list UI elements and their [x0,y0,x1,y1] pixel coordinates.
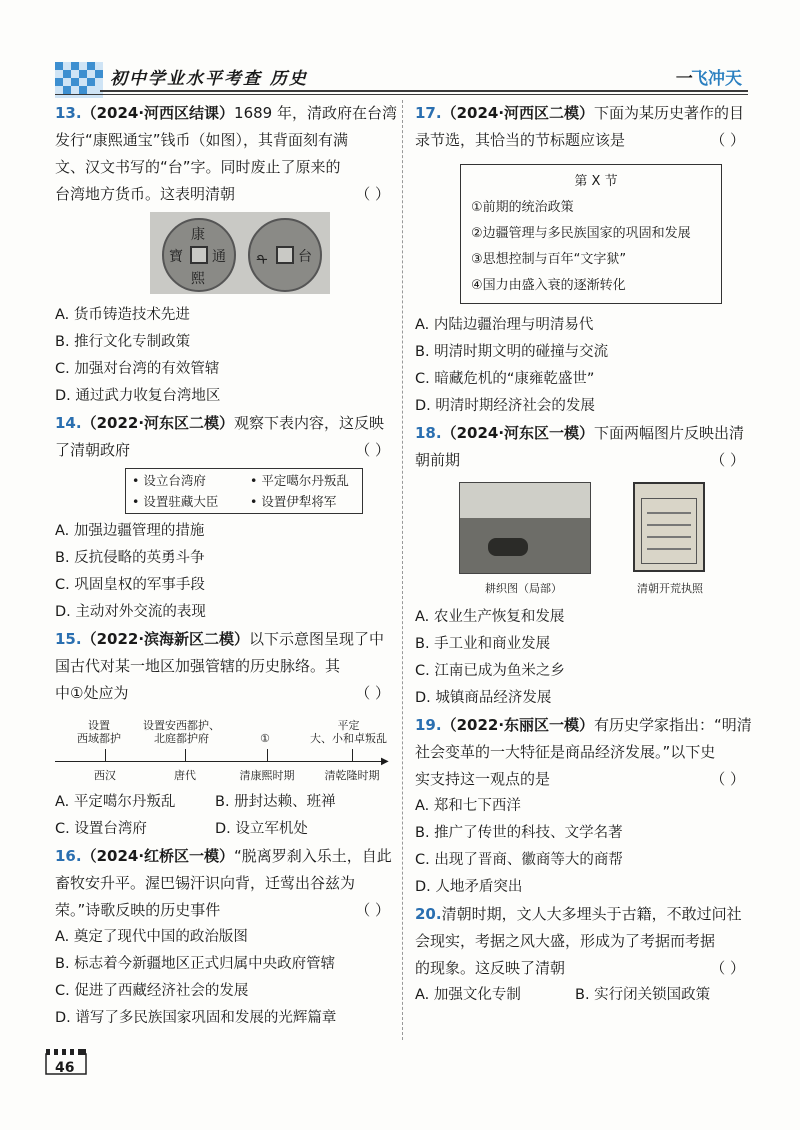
question-16 [55,843,390,1032]
option-b[interactable]: B. 实行闭关锁国政策 [575,987,711,1003]
option-d[interactable]: D. 人地矛盾突出 [415,879,523,895]
question-text: 发行“康熙通宝”钱币（如图），其背面刻有满 [55,131,349,149]
timeline-event-blank: ① [260,732,270,745]
coin-char: 熙 [191,271,205,287]
page-number: 46 [55,1060,75,1076]
page-header [0,0,800,100]
question-source: （2022·滨海新区二模） [81,630,250,648]
question-text: “脱离罗刹入乐土，自此 [234,847,392,865]
column-divider [402,100,403,1040]
timeline-axis [55,761,385,762]
option-c[interactable]: C. 江南已成为鱼米之乡 [415,663,565,679]
question-source: （2024·河西区结课） [81,104,235,122]
question-17 [415,100,745,420]
question-text: 中①处应为 [55,684,129,702]
answer-blank[interactable]: （ ） [710,959,745,977]
answer-blank[interactable]: （ ） [710,131,745,149]
question-number: 14. [55,414,82,432]
option-c[interactable]: C. 出现了晋商、徽商等大的商帮 [415,852,623,868]
option-a[interactable]: A. 内陆边疆治理与明清易代 [415,317,594,333]
question-number: 17. [415,104,442,122]
question-18 [415,420,745,712]
option-d[interactable]: D. 通过武力收复台湾地区 [55,388,221,404]
question-text: 清朝时期，文人大多埋头于古籍，不敢过问社 [441,905,742,923]
option-c[interactable]: C. 促进了西藏经济社会的发展 [55,983,249,999]
checker-decoration-icon [55,62,103,98]
question-text: 国古代对某一地区加强管辖的历史脉络。其 [55,657,341,675]
question-text: 朝前期 [415,451,461,469]
question-text: 下面为某历史著作的目 [594,104,745,122]
timeline-period: 清乾隆时期 [324,769,380,782]
question-text: 台湾地方货币。这表明清朝 [55,185,236,203]
option-a[interactable]: A. 平定噶尔丹叛乱 [55,794,176,810]
image-caption: 清朝开荒执照 [637,582,703,595]
question-text: 有历史学家指出：“明清 [594,716,752,734]
question-source: （2024·河西区二模） [441,104,595,122]
answer-blank[interactable]: （ ） [355,684,390,702]
option-b[interactable]: B. 册封达赖、班禅 [215,794,336,810]
toc-item: ②边疆管理与多民族国家的巩固和发展 [471,226,691,241]
timeline-event: 设置安西都护、 北庭都护府 [143,719,220,745]
option-b[interactable]: B. 推广了传世的科技、文学名著 [415,825,623,841]
ox-icon [488,538,528,556]
option-d[interactable]: D. 主动对外交流的表现 [55,604,206,620]
question-text: 文、汉文书写的“台”字。同时废止了原来的 [55,158,341,176]
coin-char: ᡨ [256,253,268,269]
question-number: 19. [415,716,442,734]
option-c[interactable]: C. 巩固皇权的军事手段 [55,577,205,593]
question-text: 以下示意图呈现了中 [249,630,385,648]
question-images [415,482,745,600]
option-c[interactable]: C. 加强对台湾的有效管辖 [55,361,220,377]
option-a[interactable]: A. 加强边疆管理的措施 [55,523,205,539]
left-column [55,100,397,1032]
timeline-diagram [55,709,390,789]
question-source: （2022·东丽区一模） [441,716,595,734]
option-d[interactable]: D. 谱写了多民族国家巩固和发展的光辉篇章 [55,1010,337,1026]
question-source: （2024·河东区一模） [441,424,595,442]
logo-part1: 一 [674,69,691,89]
question-number: 20. [415,905,442,923]
coin-image [150,212,330,294]
question-text: 观察下表内容，这反映 [234,414,385,432]
question-source: （2022·河东区二模） [81,414,235,432]
option-a[interactable]: A. 郑和七下西洋 [415,798,521,814]
question-text: 社会变革的一大特征是商品经济发展。”以下史 [415,743,716,761]
question-14 [55,410,390,626]
table-cell: • 设立台湾府 [132,473,206,488]
toc-item: ①前期的统治政策 [471,200,574,215]
option-b[interactable]: B. 反抗侵略的英勇斗争 [55,550,205,566]
question-number: 13. [55,104,82,122]
answer-blank[interactable]: （ ） [710,770,745,788]
question-number: 15. [55,630,82,648]
section-title: 第 X 节 [574,174,618,189]
question-number: 16. [55,847,82,865]
table-cell: • 设置伊犁将军 [250,494,337,509]
land-reclamation-license-image [633,482,705,572]
timeline-period: 唐代 [174,769,196,782]
timeline-period: 清康熙时期 [239,769,295,782]
question-text: 会现实，考据之风大盛，形成为了考据而考据 [415,932,716,950]
option-b[interactable]: B. 明清时期文明的碰撞与交流 [415,344,609,360]
question-source: （2024·红桥区一模） [81,847,235,865]
question-text: 了清朝政府 [55,441,131,459]
option-c[interactable]: C. 暗藏危机的“康雍乾盛世” [415,371,595,387]
option-a[interactable]: A. 货币铸造技术先进 [55,307,190,323]
question-text: 1689 年，清政府在台湾 [234,104,397,122]
table-cell: • 平定噶尔丹叛乱 [250,473,349,488]
question-text: 的现象。这反映了清朝 [415,959,566,977]
option-a[interactable]: A. 加强文化专制 [415,987,521,1003]
option-b[interactable]: B. 标志着今新疆地区正式归属中央政府管辖 [55,956,336,972]
option-d[interactable]: D. 设立军机处 [215,821,308,837]
question-text: 畜牧安升平。渥巴锡汗识向背，迁莺出谷兹为 [55,874,356,892]
logo-part2: 飞冲天 [691,69,742,89]
answer-blank[interactable]: （ ） [355,441,390,459]
toc-item: ③思想控制与百年“文字狱” [471,252,627,267]
question-15 [55,626,390,843]
image-caption: 耕织图（局部） [485,582,562,595]
question-number: 18. [415,424,442,442]
header-title: 初中学业水平考查 历史 [110,69,308,89]
question-text: 荣。”诗歌反映的历史事件 [55,901,221,919]
question-19 [415,712,752,901]
timeline-period: 西汉 [94,769,116,782]
answer-blank[interactable]: （ ） [710,451,745,469]
option-d[interactable]: D. 城镇商品经济发展 [415,690,552,706]
table-cell: • 设置驻藏大臣 [132,494,219,509]
brand-logo [674,64,742,89]
timeline-event: 设置 西域都护 [77,719,121,745]
measures-table [125,468,363,514]
option-b[interactable]: B. 推行文化专制政策 [55,334,191,350]
question-text: 录节选，其恰当的节标题应该是 [415,131,626,149]
question-text: 下面两幅图片反映出清 [594,424,745,442]
answer-blank[interactable]: （ ） [355,185,390,203]
arrow-right-icon: ▶ [381,756,389,767]
answer-blank[interactable]: （ ） [355,901,390,919]
option-c[interactable]: C. 设置台湾府 [55,821,147,837]
right-column [415,100,752,1009]
option-a[interactable]: A. 奠定了现代中国的政治版图 [55,929,248,945]
table-of-contents-box [460,164,722,304]
question-20 [415,901,745,1009]
toc-item: ④国力由盛入衰的逐渐转化 [471,278,626,293]
coin-char: 康 [191,227,205,243]
option-b[interactable]: B. 手工业和商业发展 [415,636,551,652]
question-text: 实支持这一观点的是 [415,770,551,788]
coin-char: 台 [298,249,312,265]
option-a[interactable]: A. 农业生产恢复和发展 [415,609,565,625]
question-13 [55,100,397,410]
option-d[interactable]: D. 明清时期经济社会的发展 [415,398,595,414]
coin-char: 寶 [169,249,183,265]
coin-front-icon [162,218,236,292]
timeline-event: 平定 大、小和卓叛乱 [310,719,387,745]
coin-char: 通 [212,249,226,265]
farming-painting-image [459,482,591,574]
coin-back-icon [248,218,322,292]
